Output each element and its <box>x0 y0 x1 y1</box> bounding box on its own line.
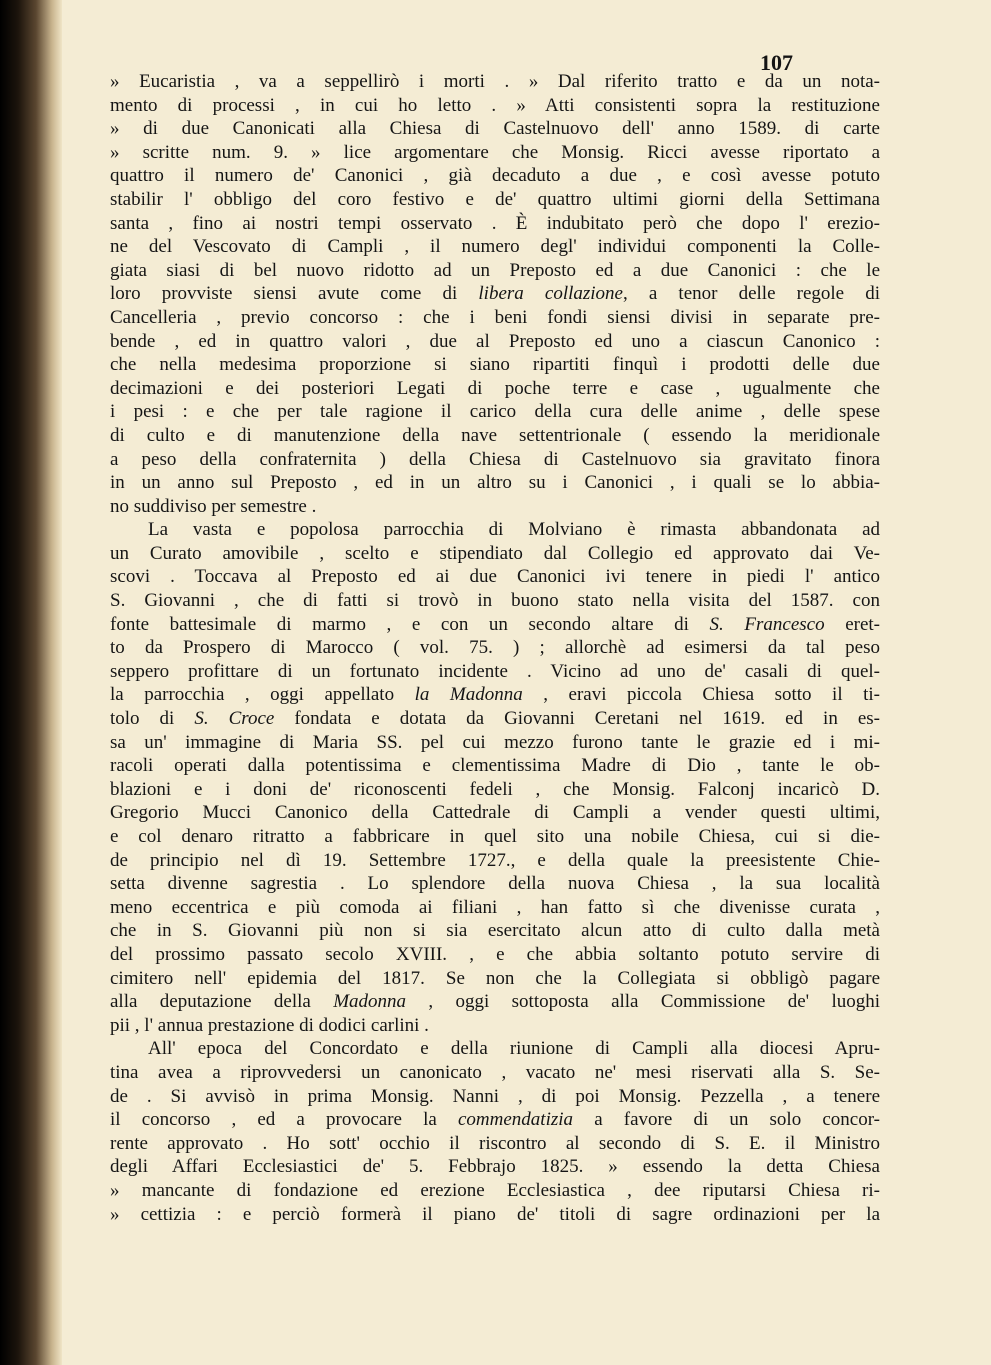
text-line-content: un Curato amovibile , scelto e stipendiato dal Collegio ed approvato dai Ve- <box>110 542 880 564</box>
text-line-content: racoli operati dalla potentissima e clementissima Madre di Dio , tante le ob- <box>110 755 880 777</box>
italic-phrase: S. Francesco <box>709 613 825 635</box>
text-line <box>110 801 880 825</box>
italic-phrase: libera collazione <box>478 283 623 305</box>
text-line-content: » Eucaristia , va a seppellirò i morti . » Dal riferito tratto e da un nota- <box>110 71 880 92</box>
italic-phrase: Madonna <box>333 991 407 1013</box>
text-line <box>110 1203 880 1227</box>
text-line-content: santa , fino ai nostri tempi osservato . È indubitato però che dopo l' erezio- <box>110 212 880 234</box>
text-line-content: i pesi : e che per tale ragione il carico della cura delle anime , delle spese <box>110 401 880 423</box>
text-line-content: » scritte num. 9. » lice argomentare che Monsig. Ricci avesse riportato a <box>110 141 880 163</box>
text-line-content: setta divenne sagrestia . Lo splendore della nuova Chiesa , la sua località <box>110 873 880 895</box>
text-line <box>110 188 880 212</box>
text-line-continuation: a favore di un solo concor- <box>573 1109 881 1131</box>
text-line-content: » cettizia : e perciò formerà il piano de' titoli di sagre ordinazioni per la <box>110 1203 880 1225</box>
italic-phrase: la Madonna <box>414 684 523 706</box>
text-line <box>110 967 880 991</box>
text-line-content: tolo di <box>110 708 195 730</box>
text-line <box>110 613 880 637</box>
text-line-content: loro provviste siensi avute come di <box>110 283 479 305</box>
text-line <box>110 1061 880 1085</box>
text-line-content: mento di processi , in cui ho letto . » Atti consistenti sopra la restituzione <box>110 94 880 116</box>
text-line <box>110 660 880 684</box>
text-line <box>110 778 880 802</box>
text-line <box>110 1179 880 1203</box>
text-line <box>110 424 880 448</box>
text-line <box>110 754 880 778</box>
text-line-content: de . Si avvisò in prima Monsig. Nanni , di poi Monsig. Pezzella , a tenere <box>110 1085 880 1107</box>
text-line-content: la parrocchia , oggi appellato <box>110 684 415 706</box>
text-line-content: seppero profittare di un fortunato incidente . Vicino ad uno de' casali di quel- <box>110 660 880 682</box>
text-line-content: giata siasi di bel nuovo ridotto ad un Preposto ed a due Canonici : che le <box>110 259 880 281</box>
text-line-content: stabilir l' obbligo del coro festivo e de' quattro ultimi giorni della Settimana <box>110 188 880 210</box>
text-line <box>110 282 880 306</box>
text-line <box>110 306 880 330</box>
text-line <box>110 636 880 660</box>
text-line-content: ne del Vescovato di Campli , il numero degl' individui componenti la Colle- <box>110 236 880 258</box>
body-text <box>110 70 880 1226</box>
text-line-continuation: fondata e dotata da Giovanni Ceretani nel 1619. ed in es- <box>274 708 880 730</box>
text-line-content: alla deputazione della <box>110 991 334 1013</box>
text-line-content: La vasta e popolosa parrocchia di Molviano è rimasta abbandonata ad <box>148 519 880 541</box>
text-line <box>110 448 880 472</box>
text-line-content: no suddiviso per semestre . <box>110 495 317 517</box>
text-line-content: cimitero nell' epidemia del 1817. Se non che la Collegiata si obbligò pagare <box>110 967 880 989</box>
text-line <box>110 1085 880 1109</box>
text-line <box>110 70 880 94</box>
italic-phrase: S. Croce <box>194 708 275 730</box>
text-line-content: pii , l' annua prestazione di dodici carlini . <box>110 1014 429 1036</box>
text-line-content: di culto e di manutenzione della nave settentrionale ( essendo la meridionale <box>110 424 880 446</box>
text-line <box>110 330 880 354</box>
italic-phrase: commendatizia <box>458 1109 574 1131</box>
text-line <box>110 164 880 188</box>
text-line <box>110 943 880 967</box>
text-line-continuation: , eravi piccola Chiesa sotto il ti- <box>522 684 881 706</box>
text-line-content: decimazioni e dei posteriori Legati di poche terre e case , ugualmente che <box>110 377 880 399</box>
text-line-content: Cancelleria , previo concorso : che i beni fondi siensi divisi in separate pre- <box>110 306 880 328</box>
text-line-content: il concorso , ed a provocare la <box>110 1109 458 1131</box>
text-line-content: del prossimo passato secolo XVIII. , e che abbia soltanto potuto servire di <box>110 943 880 965</box>
text-line-content: blazioni e i doni de' riconoscenti fedeli , che Monsig. Falconj incaricò D. <box>110 778 880 800</box>
text-line-content: a peso della confraternita ) della Chiesa di Castelnuovo sia gravitato finora <box>110 448 880 470</box>
text-line-content: Gregorio Mucci Canonico della Cattedrale di Campli a vender questi ultimi, <box>110 802 880 824</box>
text-line <box>110 117 880 141</box>
text-line <box>110 683 880 707</box>
text-line <box>110 518 880 542</box>
text-line-content: fonte battesimale di marmo , e con un secondo altare di <box>110 613 710 635</box>
text-line-content: scovi . Toccava al Preposto ed ai due Canonici ivi tenere in piedi l' antico <box>110 566 880 588</box>
text-line-content: S. Giovanni , che di fatti si trovò in buono stato nella visita del 1587. con <box>110 590 880 612</box>
text-line <box>110 849 880 873</box>
text-line-content: to da Prospero di Marocco ( vol. 75. ) ; allorchè ad esimersi da tal peso <box>110 637 880 659</box>
text-line <box>110 919 880 943</box>
text-line <box>110 1155 880 1179</box>
text-line <box>110 825 880 849</box>
page-number: 107 <box>760 50 793 75</box>
text-line-content: rente approvato . Ho sott' occhio il riscontro al secondo di S. E. il Ministro <box>110 1132 880 1154</box>
text-line <box>110 400 880 424</box>
text-line <box>110 141 880 165</box>
text-line-content: e col denaro ritratto a fabbricare in quel sito una nobile Chiesa, cui si die- <box>110 826 880 847</box>
text-line-content: meno eccentrica e più comoda ai filiani , han fatto sì che divenisse curata , <box>110 896 880 918</box>
text-line-content: che in S. Giovanni più non si sia esercitato alcun atto di culto dalla metà <box>110 920 880 942</box>
text-line <box>110 1014 880 1038</box>
text-line <box>110 495 880 519</box>
text-line-content: che nella medesima proporzione si siano ripartiti finquì i prodotti delle due <box>110 354 880 376</box>
text-line <box>110 353 880 377</box>
text-line <box>110 731 880 755</box>
text-line-content: All' epoca del Concordato e della riunione di Campli alla diocesi Apru- <box>148 1038 880 1060</box>
text-line <box>110 872 880 896</box>
text-line-content: quattro il numero de' Canonici , già decaduto a due , e così avesse potuto <box>110 165 880 187</box>
text-line-content: » mancante di fondazione ed erezione Ecclesiastica , dee riputarsi Chiesa ri- <box>110 1179 880 1201</box>
text-line-content: degli Affari Ecclesiastici de' 5. Febbrajo 1825. » essendo la detta Chiesa <box>110 1156 880 1178</box>
text-line <box>110 542 880 566</box>
text-line-content: bende , ed in quattro valori , due al Preposto ed uno a ciascun Canonico : <box>110 330 880 352</box>
text-line <box>110 212 880 236</box>
text-line <box>110 377 880 401</box>
text-line <box>110 1132 880 1156</box>
text-line <box>110 896 880 920</box>
text-line <box>110 94 880 118</box>
text-line <box>110 565 880 589</box>
text-line-content: de principio nel dì 19. Settembre 1727., e della quale la preesistente Chie- <box>110 849 880 871</box>
text-line-content: » di due Canonicati alla Chiesa di Castelnuovo dell' anno 1589. di carte <box>110 118 880 140</box>
text-line <box>110 1037 880 1061</box>
text-line-continuation: , oggi sottoposta alla Commissione de' luoghi <box>406 991 880 1013</box>
text-line-content: tina avea a riprovvedersi un canonicato , vacato ne' mesi riservati alla S. Se- <box>110 1061 880 1083</box>
text-line-content: sa un' immagine di Maria SS. pel cui mezzo furono tante le grazie ed i mi- <box>110 731 880 753</box>
text-line <box>110 707 880 731</box>
text-line <box>110 589 880 613</box>
binding-gutter-shadow <box>0 0 62 1365</box>
text-line <box>110 471 880 495</box>
text-line-content: in un anno sul Preposto , ed in un altro su i Canonici , i quali se lo abbia- <box>110 472 880 494</box>
text-line <box>110 259 880 283</box>
text-line-continuation: eret- <box>824 613 880 635</box>
text-line-continuation: , a tenor delle regole di <box>623 283 880 305</box>
text-line <box>110 1108 880 1132</box>
text-line <box>110 990 880 1014</box>
text-line <box>110 235 880 259</box>
